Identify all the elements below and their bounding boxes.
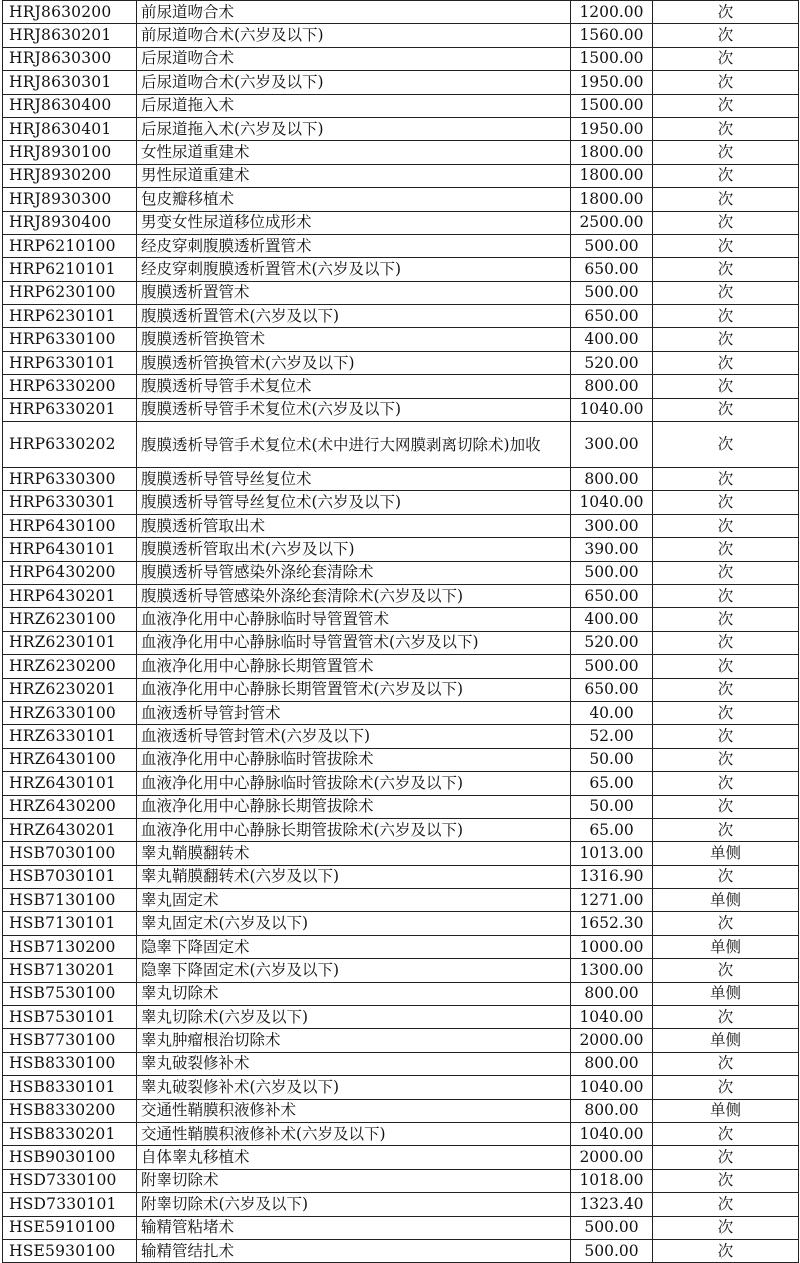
table-row xyxy=(3,912,799,935)
item-name-cell: 睾丸破裂修补术(六岁及以下) xyxy=(137,1076,571,1099)
item-price-cell: 800.00 xyxy=(571,468,653,491)
item-name-cell: 腹膜透析导管手术复位术 xyxy=(137,375,571,398)
item-price-cell: 300.00 xyxy=(571,514,653,537)
table-row xyxy=(3,842,799,865)
table-row xyxy=(3,772,799,795)
table-row xyxy=(3,164,799,187)
item-price-cell: 1323.40 xyxy=(571,1193,653,1216)
item-name-cell: 包皮瓣移植术 xyxy=(137,188,571,211)
item-unit-cell: 次 xyxy=(653,47,799,70)
item-code-cell: HSB8330100 xyxy=(3,1052,137,1075)
item-name-cell: 腹膜透析导管导丝复位术(六岁及以下) xyxy=(137,491,571,514)
table-row xyxy=(3,959,799,982)
item-code-cell: HRJ8630301 xyxy=(3,71,137,94)
item-name-cell: 男性尿道重建术 xyxy=(137,164,571,187)
item-unit-cell: 次 xyxy=(653,1006,799,1029)
item-price-cell: 1800.00 xyxy=(571,141,653,164)
table-row xyxy=(3,584,799,607)
item-price-cell: 1300.00 xyxy=(571,959,653,982)
table-row xyxy=(3,561,799,584)
item-code-cell: HRJ8930300 xyxy=(3,188,137,211)
item-price-cell: 1000.00 xyxy=(571,935,653,958)
item-name-cell: 睾丸肿瘤根治切除术 xyxy=(137,1029,571,1052)
item-code-cell: HRP6210100 xyxy=(3,234,137,257)
item-code-cell: HSB7030101 xyxy=(3,865,137,888)
item-name-cell: 腹膜透析管取出术 xyxy=(137,514,571,537)
table-row xyxy=(3,398,799,421)
item-unit-cell: 次 xyxy=(653,701,799,724)
item-name-cell: 附睾切除术(六岁及以下) xyxy=(137,1193,571,1216)
table-row xyxy=(3,375,799,398)
item-name-cell: 腹膜透析置管术(六岁及以下) xyxy=(137,305,571,328)
item-unit-cell: 次 xyxy=(653,164,799,187)
item-unit-cell: 次 xyxy=(653,584,799,607)
item-code-cell: HRP6330202 xyxy=(3,422,137,468)
table-row xyxy=(3,1006,799,1029)
item-name-cell: 血液净化用中心静脉临时管拔除术(六岁及以下) xyxy=(137,772,571,795)
table-row xyxy=(3,1169,799,1192)
item-price-cell: 650.00 xyxy=(571,584,653,607)
item-name-cell: 血液净化用中心静脉临时导管置管术(六岁及以下) xyxy=(137,631,571,654)
item-price-cell: 650.00 xyxy=(571,305,653,328)
table-row xyxy=(3,328,799,351)
item-price-cell: 1018.00 xyxy=(571,1169,653,1192)
item-unit-cell: 次 xyxy=(653,655,799,678)
item-unit-cell: 次 xyxy=(653,818,799,841)
item-price-cell: 1800.00 xyxy=(571,188,653,211)
item-unit-cell: 次 xyxy=(653,678,799,701)
item-code-cell: HSB8330201 xyxy=(3,1122,137,1145)
item-unit-cell: 次 xyxy=(653,468,799,491)
item-unit-cell: 单侧 xyxy=(653,935,799,958)
item-price-cell: 2000.00 xyxy=(571,1029,653,1052)
item-unit-cell: 次 xyxy=(653,514,799,537)
item-code-cell: HRJ8630200 xyxy=(3,1,137,24)
item-code-cell: HRP6330101 xyxy=(3,351,137,374)
table-row xyxy=(3,748,799,771)
item-name-cell: 血液净化用中心静脉长期管拔除术(六岁及以下) xyxy=(137,818,571,841)
item-unit-cell: 次 xyxy=(653,188,799,211)
table-row xyxy=(3,1,799,24)
item-name-cell: 腹膜透析管换管术(六岁及以下) xyxy=(137,351,571,374)
table-row xyxy=(3,234,799,257)
item-price-cell: 65.00 xyxy=(571,818,653,841)
item-name-cell: 前尿道吻合术(六岁及以下) xyxy=(137,24,571,47)
table-row xyxy=(3,351,799,374)
item-code-cell: HRZ6330101 xyxy=(3,725,137,748)
item-name-cell: 经皮穿刺腹膜透析置管术(六岁及以下) xyxy=(137,258,571,281)
item-unit-cell: 次 xyxy=(653,211,799,234)
item-code-cell: HRZ6430100 xyxy=(3,748,137,771)
item-code-cell: HSD7330101 xyxy=(3,1193,137,1216)
table-row xyxy=(3,982,799,1005)
item-unit-cell: 次 xyxy=(653,281,799,304)
item-name-cell: 血液净化用中心静脉临时导管置管术 xyxy=(137,608,571,631)
item-name-cell: 腹膜透析导管导丝复位术 xyxy=(137,468,571,491)
table-row xyxy=(3,1122,799,1145)
item-unit-cell: 次 xyxy=(653,912,799,935)
table-row xyxy=(3,468,799,491)
table-row xyxy=(3,865,799,888)
item-unit-cell: 次 xyxy=(653,795,799,818)
item-name-cell: 后尿道拖入术(六岁及以下) xyxy=(137,117,571,140)
item-unit-cell: 次 xyxy=(653,1,799,24)
item-name-cell: 睾丸破裂修补术 xyxy=(137,1052,571,1075)
item-unit-cell: 次 xyxy=(653,328,799,351)
item-price-cell: 65.00 xyxy=(571,772,653,795)
table-row xyxy=(3,631,799,654)
item-unit-cell: 单侧 xyxy=(653,982,799,1005)
item-name-cell: 血液净化用中心静脉长期管置管术(六岁及以下) xyxy=(137,678,571,701)
item-code-cell: HSE5930100 xyxy=(3,1239,137,1262)
item-price-cell: 1800.00 xyxy=(571,164,653,187)
table-row xyxy=(3,491,799,514)
item-code-cell: HRZ6430201 xyxy=(3,818,137,841)
item-price-cell: 300.00 xyxy=(571,422,653,468)
item-unit-cell: 次 xyxy=(653,117,799,140)
item-code-cell: HRP6430200 xyxy=(3,561,137,584)
table-row xyxy=(3,1239,799,1262)
item-unit-cell: 次 xyxy=(653,398,799,421)
item-price-cell: 1950.00 xyxy=(571,71,653,94)
item-price-cell: 500.00 xyxy=(571,1216,653,1239)
item-code-cell: HRJ8630300 xyxy=(3,47,137,70)
table-row xyxy=(3,538,799,561)
item-price-cell: 50.00 xyxy=(571,748,653,771)
table-row xyxy=(3,71,799,94)
item-price-cell: 500.00 xyxy=(571,561,653,584)
fee-table-body xyxy=(3,1,799,1263)
item-price-cell: 390.00 xyxy=(571,538,653,561)
item-price-cell: 40.00 xyxy=(571,701,653,724)
item-name-cell: 睾丸切除术 xyxy=(137,982,571,1005)
item-code-cell: HRJ8930100 xyxy=(3,141,137,164)
item-code-cell: HSB7130100 xyxy=(3,889,137,912)
item-name-cell: 睾丸鞘膜翻转术(六岁及以下) xyxy=(137,865,571,888)
table-row xyxy=(3,1052,799,1075)
item-code-cell: HSB7130201 xyxy=(3,959,137,982)
item-name-cell: 血液净化用中心静脉临时管拔除术 xyxy=(137,748,571,771)
table-row xyxy=(3,1193,799,1216)
item-price-cell: 1652.30 xyxy=(571,912,653,935)
table-row xyxy=(3,422,799,468)
item-code-cell: HSB7730100 xyxy=(3,1029,137,1052)
table-row xyxy=(3,514,799,537)
item-unit-cell: 单侧 xyxy=(653,1029,799,1052)
item-name-cell: 腹膜透析管换管术 xyxy=(137,328,571,351)
item-unit-cell: 次 xyxy=(653,538,799,561)
item-code-cell: HRZ6230100 xyxy=(3,608,137,631)
item-name-cell: 输精管结扎术 xyxy=(137,1239,571,1262)
item-name-cell: 男变女性尿道移位成形术 xyxy=(137,211,571,234)
table-row xyxy=(3,1099,799,1122)
item-unit-cell: 次 xyxy=(653,1122,799,1145)
item-name-cell: 睾丸鞘膜翻转术 xyxy=(137,842,571,865)
item-code-cell: HSE5910100 xyxy=(3,1216,137,1239)
item-name-cell: 腹膜透析导管手术复位术(六岁及以下) xyxy=(137,398,571,421)
item-unit-cell: 次 xyxy=(653,24,799,47)
item-name-cell: 腹膜透析导管感染外涤纶套清除术 xyxy=(137,561,571,584)
item-price-cell: 52.00 xyxy=(571,725,653,748)
item-name-cell: 附睾切除术 xyxy=(137,1169,571,1192)
item-unit-cell: 次 xyxy=(653,1146,799,1169)
item-price-cell: 500.00 xyxy=(571,655,653,678)
item-unit-cell: 次 xyxy=(653,772,799,795)
item-name-cell: 隐睾下降固定术 xyxy=(137,935,571,958)
item-code-cell: HRP6330100 xyxy=(3,328,137,351)
item-code-cell: HSB8330101 xyxy=(3,1076,137,1099)
item-code-cell: HRZ6330100 xyxy=(3,701,137,724)
table-row xyxy=(3,1029,799,1052)
item-price-cell: 800.00 xyxy=(571,1052,653,1075)
table-row xyxy=(3,24,799,47)
item-code-cell: HSB7530101 xyxy=(3,1006,137,1029)
item-unit-cell: 次 xyxy=(653,631,799,654)
item-name-cell: 睾丸固定术(六岁及以下) xyxy=(137,912,571,935)
item-unit-cell: 次 xyxy=(653,1076,799,1099)
table-row xyxy=(3,655,799,678)
item-price-cell: 520.00 xyxy=(571,351,653,374)
item-code-cell: HRP6330301 xyxy=(3,491,137,514)
table-row xyxy=(3,725,799,748)
item-code-cell: HRP6430100 xyxy=(3,514,137,537)
item-unit-cell: 次 xyxy=(653,258,799,281)
table-row xyxy=(3,1146,799,1169)
fee-table xyxy=(2,0,799,1263)
item-unit-cell: 次 xyxy=(653,1193,799,1216)
item-code-cell: HRZ6230200 xyxy=(3,655,137,678)
item-name-cell: 血液透析导管封管术(六岁及以下) xyxy=(137,725,571,748)
item-code-cell: HRP6330300 xyxy=(3,468,137,491)
table-row xyxy=(3,678,799,701)
item-name-cell: 隐睾下降固定术(六岁及以下) xyxy=(137,959,571,982)
item-unit-cell: 次 xyxy=(653,234,799,257)
item-code-cell: HRJ8630201 xyxy=(3,24,137,47)
item-price-cell: 800.00 xyxy=(571,375,653,398)
item-unit-cell: 次 xyxy=(653,305,799,328)
item-code-cell: HRJ8630400 xyxy=(3,94,137,117)
item-code-cell: HSB7130101 xyxy=(3,912,137,935)
item-code-cell: HRZ6230201 xyxy=(3,678,137,701)
item-name-cell: 睾丸固定术 xyxy=(137,889,571,912)
item-unit-cell: 次 xyxy=(653,422,799,468)
item-code-cell: HRP6330201 xyxy=(3,398,137,421)
item-code-cell: HSB7130200 xyxy=(3,935,137,958)
item-unit-cell: 次 xyxy=(653,491,799,514)
item-price-cell: 650.00 xyxy=(571,678,653,701)
table-row xyxy=(3,305,799,328)
item-code-cell: HSD7330100 xyxy=(3,1169,137,1192)
item-name-cell: 血液净化用中心静脉长期管拔除术 xyxy=(137,795,571,818)
item-price-cell: 1040.00 xyxy=(571,398,653,421)
item-code-cell: HRJ8630401 xyxy=(3,117,137,140)
table-row xyxy=(3,94,799,117)
item-price-cell: 1013.00 xyxy=(571,842,653,865)
item-name-cell: 输精管粘堵术 xyxy=(137,1216,571,1239)
item-price-cell: 1040.00 xyxy=(571,1006,653,1029)
item-price-cell: 650.00 xyxy=(571,258,653,281)
item-name-cell: 睾丸切除术(六岁及以下) xyxy=(137,1006,571,1029)
item-price-cell: 400.00 xyxy=(571,608,653,631)
table-row xyxy=(3,818,799,841)
item-code-cell: HSB8330200 xyxy=(3,1099,137,1122)
item-unit-cell: 次 xyxy=(653,351,799,374)
item-price-cell: 1040.00 xyxy=(571,491,653,514)
item-price-cell: 50.00 xyxy=(571,795,653,818)
item-code-cell: HRJ8930200 xyxy=(3,164,137,187)
item-code-cell: HRP6430201 xyxy=(3,584,137,607)
item-name-cell: 自体睾丸移植术 xyxy=(137,1146,571,1169)
item-code-cell: HRZ6230101 xyxy=(3,631,137,654)
table-row xyxy=(3,188,799,211)
item-unit-cell: 单侧 xyxy=(653,1099,799,1122)
item-name-cell: 腹膜透析管取出术(六岁及以下) xyxy=(137,538,571,561)
item-unit-cell: 次 xyxy=(653,725,799,748)
item-price-cell: 800.00 xyxy=(571,982,653,1005)
table-row xyxy=(3,47,799,70)
item-unit-cell: 次 xyxy=(653,71,799,94)
item-price-cell: 1560.00 xyxy=(571,24,653,47)
table-row xyxy=(3,608,799,631)
item-name-cell: 女性尿道重建术 xyxy=(137,141,571,164)
item-price-cell: 1040.00 xyxy=(571,1122,653,1145)
item-code-cell: HRP6330200 xyxy=(3,375,137,398)
item-code-cell: HRZ6430101 xyxy=(3,772,137,795)
item-price-cell: 2000.00 xyxy=(571,1146,653,1169)
table-row xyxy=(3,889,799,912)
table-row xyxy=(3,117,799,140)
item-unit-cell: 单侧 xyxy=(653,889,799,912)
item-price-cell: 1200.00 xyxy=(571,1,653,24)
item-code-cell: HSB7030100 xyxy=(3,842,137,865)
item-price-cell: 500.00 xyxy=(571,1239,653,1262)
item-name-cell: 交通性鞘膜积液修补术 xyxy=(137,1099,571,1122)
item-code-cell: HSB7530100 xyxy=(3,982,137,1005)
item-unit-cell: 次 xyxy=(653,1239,799,1262)
table-row xyxy=(3,1216,799,1239)
item-name-cell: 交通性鞘膜积液修补术(六岁及以下) xyxy=(137,1122,571,1145)
item-code-cell: HRJ8930400 xyxy=(3,211,137,234)
table-row xyxy=(3,281,799,304)
item-name-cell: 前尿道吻合术 xyxy=(137,1,571,24)
item-name-cell: 腹膜透析置管术 xyxy=(137,281,571,304)
item-unit-cell: 单侧 xyxy=(653,842,799,865)
item-name-cell: 腹膜透析导管感染外涤纶套清除术(六岁及以下) xyxy=(137,584,571,607)
item-name-cell: 经皮穿刺腹膜透析置管术 xyxy=(137,234,571,257)
table-row xyxy=(3,1076,799,1099)
item-price-cell: 500.00 xyxy=(571,234,653,257)
item-unit-cell: 次 xyxy=(653,94,799,117)
item-price-cell: 1500.00 xyxy=(571,94,653,117)
item-code-cell: HRZ6430200 xyxy=(3,795,137,818)
item-name-cell: 后尿道拖入术 xyxy=(137,94,571,117)
item-unit-cell: 次 xyxy=(653,561,799,584)
table-row xyxy=(3,211,799,234)
item-price-cell: 1500.00 xyxy=(571,47,653,70)
item-price-cell: 1316.90 xyxy=(571,865,653,888)
item-name-cell: 血液净化用中心静脉长期管置管术 xyxy=(137,655,571,678)
item-unit-cell: 次 xyxy=(653,1052,799,1075)
item-price-cell: 1950.00 xyxy=(571,117,653,140)
item-code-cell: HRP6230101 xyxy=(3,305,137,328)
table-row xyxy=(3,141,799,164)
item-name-cell: 腹膜透析导管手术复位术(术中进行大网膜剥离切除术)加收 xyxy=(137,422,571,468)
item-unit-cell: 次 xyxy=(653,748,799,771)
item-unit-cell: 次 xyxy=(653,1216,799,1239)
item-unit-cell: 次 xyxy=(653,608,799,631)
item-price-cell: 520.00 xyxy=(571,631,653,654)
table-row xyxy=(3,935,799,958)
item-price-cell: 500.00 xyxy=(571,281,653,304)
item-unit-cell: 次 xyxy=(653,375,799,398)
item-code-cell: HRP6430101 xyxy=(3,538,137,561)
item-unit-cell: 次 xyxy=(653,865,799,888)
item-unit-cell: 次 xyxy=(653,1169,799,1192)
item-code-cell: HRP6230100 xyxy=(3,281,137,304)
item-price-cell: 400.00 xyxy=(571,328,653,351)
item-code-cell: HSB9030100 xyxy=(3,1146,137,1169)
item-price-cell: 800.00 xyxy=(571,1099,653,1122)
table-row xyxy=(3,258,799,281)
item-price-cell: 2500.00 xyxy=(571,211,653,234)
item-price-cell: 1040.00 xyxy=(571,1076,653,1099)
item-name-cell: 后尿道吻合术 xyxy=(137,47,571,70)
item-code-cell: HRP6210101 xyxy=(3,258,137,281)
item-unit-cell: 次 xyxy=(653,959,799,982)
table-row xyxy=(3,701,799,724)
item-name-cell: 后尿道吻合术(六岁及以下) xyxy=(137,71,571,94)
table-row xyxy=(3,795,799,818)
item-unit-cell: 次 xyxy=(653,141,799,164)
item-price-cell: 1271.00 xyxy=(571,889,653,912)
item-name-cell: 血液透析导管封管术 xyxy=(137,701,571,724)
